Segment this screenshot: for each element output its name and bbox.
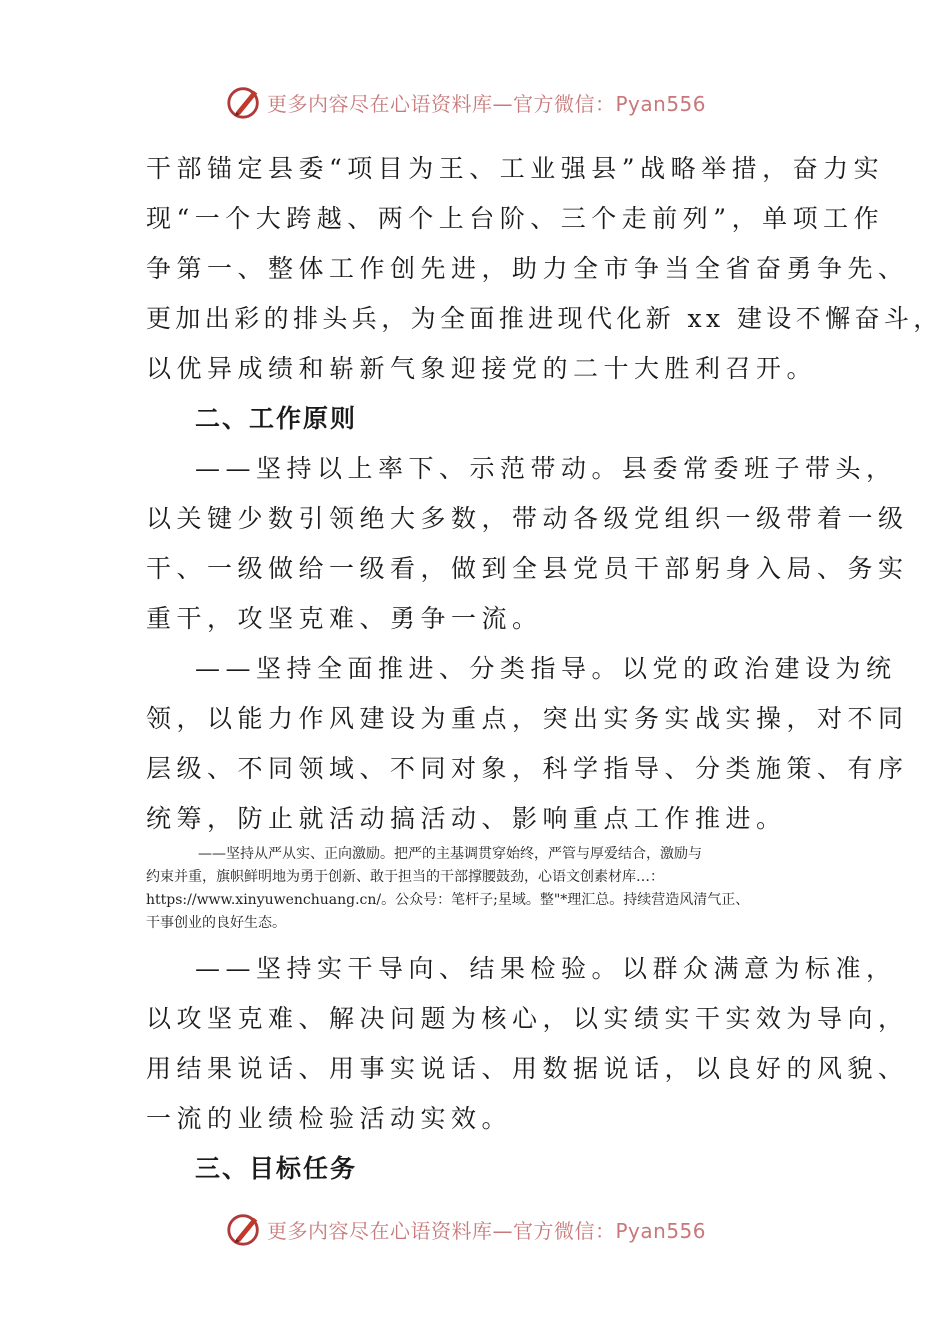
paragraph-line: 以优异成绩和崭新气象迎接党的二十大胜利召开。 xyxy=(146,354,818,383)
pen-logo-icon xyxy=(225,1210,263,1248)
section-heading: 二、工作原则 xyxy=(195,404,358,433)
paragraph-line: 以攻坚克难、解决问题为核心，以实绩实干实效为导向， xyxy=(146,1004,909,1033)
paragraph-line: 重干，攻坚克难、勇争一流。 xyxy=(146,604,543,633)
small-text-line: https://www.xinyuwenchuang.cn/。公众号：笔杆子;星域。整"*理汇总。持续营造风清气正、 xyxy=(146,892,750,908)
paragraph-line: 干部锚定县委“项目为王、工业强县”战略举措，奋力实 xyxy=(146,154,885,183)
paragraph-line: ——坚持以上率下、示范带动。县委常委班子带头， xyxy=(195,454,897,483)
watermark-text: 更多内容尽在心语资料库—官方微信：Pyan556 xyxy=(267,1218,707,1243)
paragraph-line: 层级、不同领域、不同对象，科学指导、分类施策、有序 xyxy=(146,754,909,783)
footer-watermark xyxy=(225,1209,706,1249)
paragraph-line: 更加出彩的排头兵，为全面推进现代化新 xx 建设不懈奋斗， xyxy=(146,304,943,333)
paragraph-line: 一流的业绩检验活动实效。 xyxy=(146,1104,513,1133)
paragraph-line: ——坚持实干导向、结果检验。以群众满意为标准， xyxy=(195,954,897,983)
section-heading: 三、目标任务 xyxy=(195,1154,358,1183)
header-watermark xyxy=(225,82,706,122)
pen-logo-icon xyxy=(225,83,263,121)
small-text-line: ——坚持从严从实、正向激励。把严的主基调贯穿始终，严管与厚爱结合，激励与 xyxy=(198,846,702,862)
small-text-line: 干事创业的良好生态。 xyxy=(146,915,286,931)
paragraph-line: 统筹，防止就活动搞活动、影响重点工作推进。 xyxy=(146,804,787,833)
paragraph-line: 干、一级做给一级看，做到全县党员干部躬身入局、务实 xyxy=(146,554,909,583)
small-text-line: 约束并重，旗帜鲜明地为勇于创新、敢于担当的干部撑腰鼓劲，心语文创素材库…： xyxy=(146,869,664,885)
paragraph-line: 用结果说话、用事实说话、用数据说话，以良好的风貌、 xyxy=(146,1054,909,1083)
paragraph-line: 以关键少数引领绝大多数，带动各级党组织一级带着一级 xyxy=(146,504,909,533)
paragraph-line: ——坚持全面推进、分类指导。以党的政治建设为统 xyxy=(195,654,897,683)
watermark-text: 更多内容尽在心语资料库—官方微信：Pyan556 xyxy=(267,91,707,116)
paragraph-line: 争第一、整体工作创先进，助力全市争当全省奋勇争先、 xyxy=(146,254,909,283)
paragraph-line: 现“一个大跨越、两个上台阶、三个走前列”，单项工作 xyxy=(146,204,885,233)
paragraph-line: 领，以能力作风建设为重点，突出实务实战实操，对不同 xyxy=(146,704,909,733)
